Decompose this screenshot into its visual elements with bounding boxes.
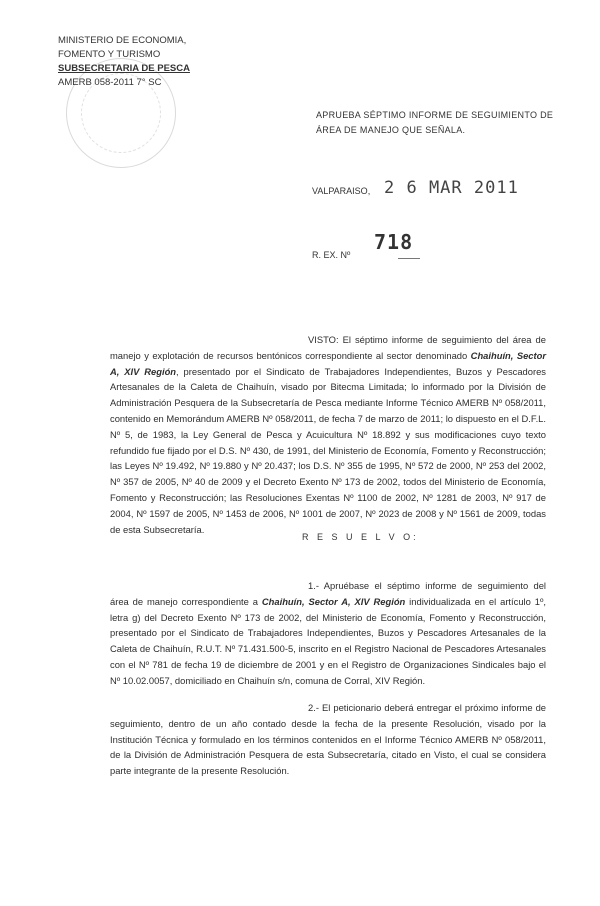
letterhead-subsecretaria: SUBSECRETARIA DE PESCA — [58, 63, 190, 74]
letterhead-ministry: MINISTERIO DE ECONOMIA, — [58, 35, 187, 46]
visto-sector-name: Chaihuín, Sector A, XIV Región — [110, 349, 546, 377]
letterhead — [58, 34, 190, 90]
letterhead-ministry-2: FOMENTO Y TURISMO — [58, 49, 161, 60]
letterhead-reference: AMERB 058-2011 7° SC — [58, 77, 162, 88]
resolution-number: 718 — [374, 230, 414, 254]
article-1-lead: 1.- Apruébase el séptimo informe de seguimiento del área de manejo correspondiente a — [110, 580, 546, 607]
resuelvo-heading: R E S U E L V O: — [302, 532, 419, 542]
visto-paragraph — [110, 332, 546, 537]
article-1-rest: individualizada en el artículo 1º, letra g) del Decreto Exento Nº 173 de 2002, del Ministerio de Economía, Fomento y Reconstrucción, presentado por el Sindicato de Trabajadores Independientes, Buzos y Pescadores Artesanales de la Caleta de Chaihuín, R.U.T. Nº 71.431.500-5, inscrito en el Registro Nacional de Pescadores Artesanales con el Nº 781 de fecha 19 de diciembre de 2001 y en el Registro de Organizaciones Sindicales bajo el Nº 10.02.0057, domiciliado en Chaihuín s/n, comuna de Corral, XIV Región. — [110, 595, 546, 686]
document-subject: APRUEBA SÉPTIMO INFORME DE SEGUIMIENTO DE ÁREA DE MANEJO QUE SEÑALA. — [316, 110, 554, 135]
number-underline — [398, 258, 420, 259]
article-2-text: 2.- El peticionario deberá entregar el próximo informe de seguimiento, dentro de un año contado desde la fecha de la presente Resolución, visado por la Institución Técnica y formulado en los términos contenidos en el Informe Técnico AMERB Nº 058/2011, de la División de Administración Pesquera de esta Subsecretaría, citado en Visto, el cual se considera parte integrante de la presente Resolución. — [110, 702, 546, 777]
place-label: VALPARAISO, — [312, 186, 371, 196]
visto-lead: VISTO: El séptimo informe de seguimiento del área de manejo y explotación de recursos bentónicos correspondiente al sector denominado — [110, 334, 546, 361]
resolution-article-1 — [110, 578, 546, 689]
visto-rest: , presentado por el Sindicato de Trabajadores Independientes, Buzos y Pescadores Artesanales de la Caleta de Chaihuín, visado por Bitecma Limitada; lo informado por la División de Administración Pesquera de la Subsecretaría de Pesca mediante Informe Técnico AMERB Nº 058/2011, contenido en Memorándum AMERB Nº 058/2011, de fecha 7 de marzo de 2011; lo dispuesto en el D.F.L. Nº 5, de 1983, la Ley General de Pesca y Acuicultura Nº 18.892 y sus modificaciones cuyo texto refundido fue fijado por el D.S. Nº 430, de 1991, del Ministerio de Economía, Fomento y Reconstrucción; las Leyes Nº 19.492, Nº 19.880 y Nº 20.437; los D.S. Nº 355 de 1995, Nº 572 de 2000, Nº 253 del 2002, Nº 357 de 2005, Nº 40 de 2009 y el Decreto Exento Nº 173 de 2002, todos del Ministerio de Economía, Fomento y Reconstrucción; las Resoluciones Exentas Nº 1100 de 2002, Nº 1281 de 2003, Nº 917 de 2004, Nº 1597 de 2005, Nº 1453 de 2006, Nº 1001 de 2007, Nº 2023 de 2008 y Nº 1561 de 2009, todas de esta Subsecretaría. — [110, 365, 546, 535]
article-1-sector-name: Chaihuín, Sector A, XIV Región — [261, 595, 406, 607]
date-stamp: 2 6 MAR 2011 — [384, 178, 519, 198]
resolution-label: R. EX. Nº — [312, 250, 351, 260]
resolution-article-2 — [110, 700, 546, 779]
